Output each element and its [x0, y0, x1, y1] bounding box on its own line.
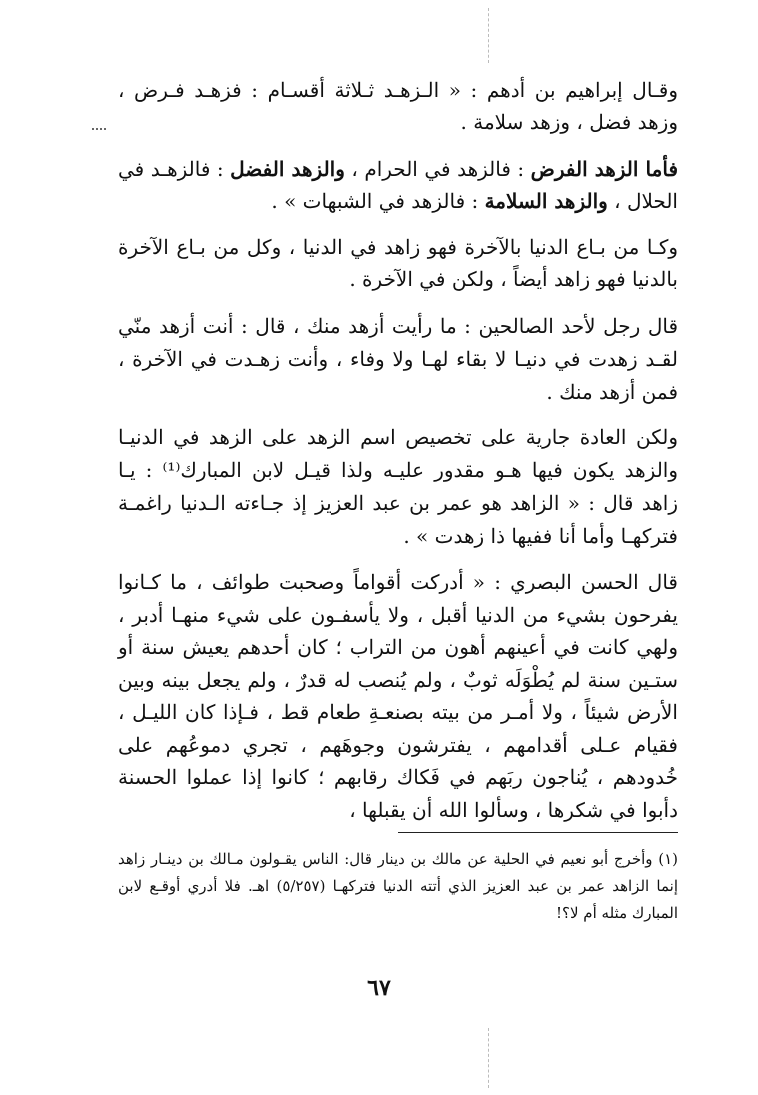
paragraph-text: وكـا من بـاع الدنيا بالآخرة فهو زاهد في الدنيا ، وكل من بـاع الآخرة بالدنيا فهو زاهد أيضاً ، ولكن في الآخرة .	[118, 235, 678, 291]
paragraph-text: قال الحسن البصري : « أدركت أقواماً وصحبت طوائف ، ما كـانوا يفرحون بشيء من الدنيا أقبل ، ولا يأسفـون على شيء منهـا أدبر ، ولهي كانت في أعينهم أهون من التراب ؛ كان أحدهم يعيش سنة أو ستـين سنة لم يُطْوَلَه ثوبٌ ، ولم يُنصب له قدرٌ ، ولم يجعل بينه وبين الأرض شيئاً ، ولا أمـر من بيته بصنعـةِ طعام قط ، فـإذا كان الليـل ، فقيام عـلى أقدامهم ، يفترشون وجوهَهم ، تجري دموعُهم على خُدودهم ، يُناجون ربَهم في فَكاك رقابهم ؛ كانوا إذا عملوا الحسنة دأبوا في شكرها ، وسألوا الله أن يقبلها ،	[118, 570, 678, 822]
paragraph-text: ولكن العادة جارية على تخصيص اسم الزهد على الزهد في الدنيـا والزهد يكون فيها هـو مقدور عليـه ولذا قيـل لابن المبارك⁽¹⁾ : يـا زاهد قال : « الزاهد هو عمر بن عبد العزيز إذ جـاءته الـدنيا راغمـة فتركهـا وأما أنا ففيها ذا زهدت » .	[118, 425, 679, 548]
bold-term-salama: والزهد السلامة	[484, 189, 608, 213]
text-run: : فالزهـد في الحلال ،	[118, 157, 678, 213]
margin-mark	[92, 128, 106, 130]
bold-term-fadl: والزهد الفضل	[230, 157, 345, 181]
paragraph-world-hereafter	[118, 231, 678, 295]
top-fold-mark	[488, 8, 490, 63]
bottom-fold-mark	[488, 1028, 490, 1088]
paragraph-ibn-mubarak	[118, 421, 678, 553]
paragraph-hasan-basri	[118, 566, 678, 826]
bold-term-fard: فأما الزهد الفرض	[530, 157, 679, 181]
page-number: ٦٧	[367, 975, 391, 1001]
paragraph-zuhd-types	[118, 153, 678, 217]
paragraph-text: وقـال إبراهيم بن أدهم : « الـزهـد ثـلاثة أقسـام : فزهـد فـرض ، وزهد فضل ، وزهد سلامة .	[118, 78, 678, 134]
footnote	[118, 846, 678, 927]
paragraph-text	[118, 153, 678, 217]
footnote-separator	[398, 832, 678, 833]
text-run: : فالزهد في الحرام ،	[344, 157, 531, 181]
paragraph-text: قال رجل لأحد الصالحين : ما رأيت أزهد منك ، قال : أنت أزهد منّي لقـد زهدت في دنيـا لا بقاء لهـا ولا وفاء ، وأنت زهـدت في الآخرة ، فمن أزهد منك .	[118, 314, 678, 404]
text-run: : فالزهد في الشبهات » .	[271, 189, 485, 213]
paragraph-righteous-man	[118, 310, 678, 409]
footnote-text: (١) وأخرج أبو نعيم في الحلية عن مالك بن دينار قال: الناس يقـولون مـالك بن دينـار زاهد إنما الزاهد عمر بن عبد العزيز الذي أتته الدنيا فتركهـا (٥/٢٥٧) اهـ. فلا أدري أوقـع لابن المبارك مثله أم لا؟!	[118, 850, 678, 922]
paragraph-ibrahim-adham	[118, 74, 678, 138]
